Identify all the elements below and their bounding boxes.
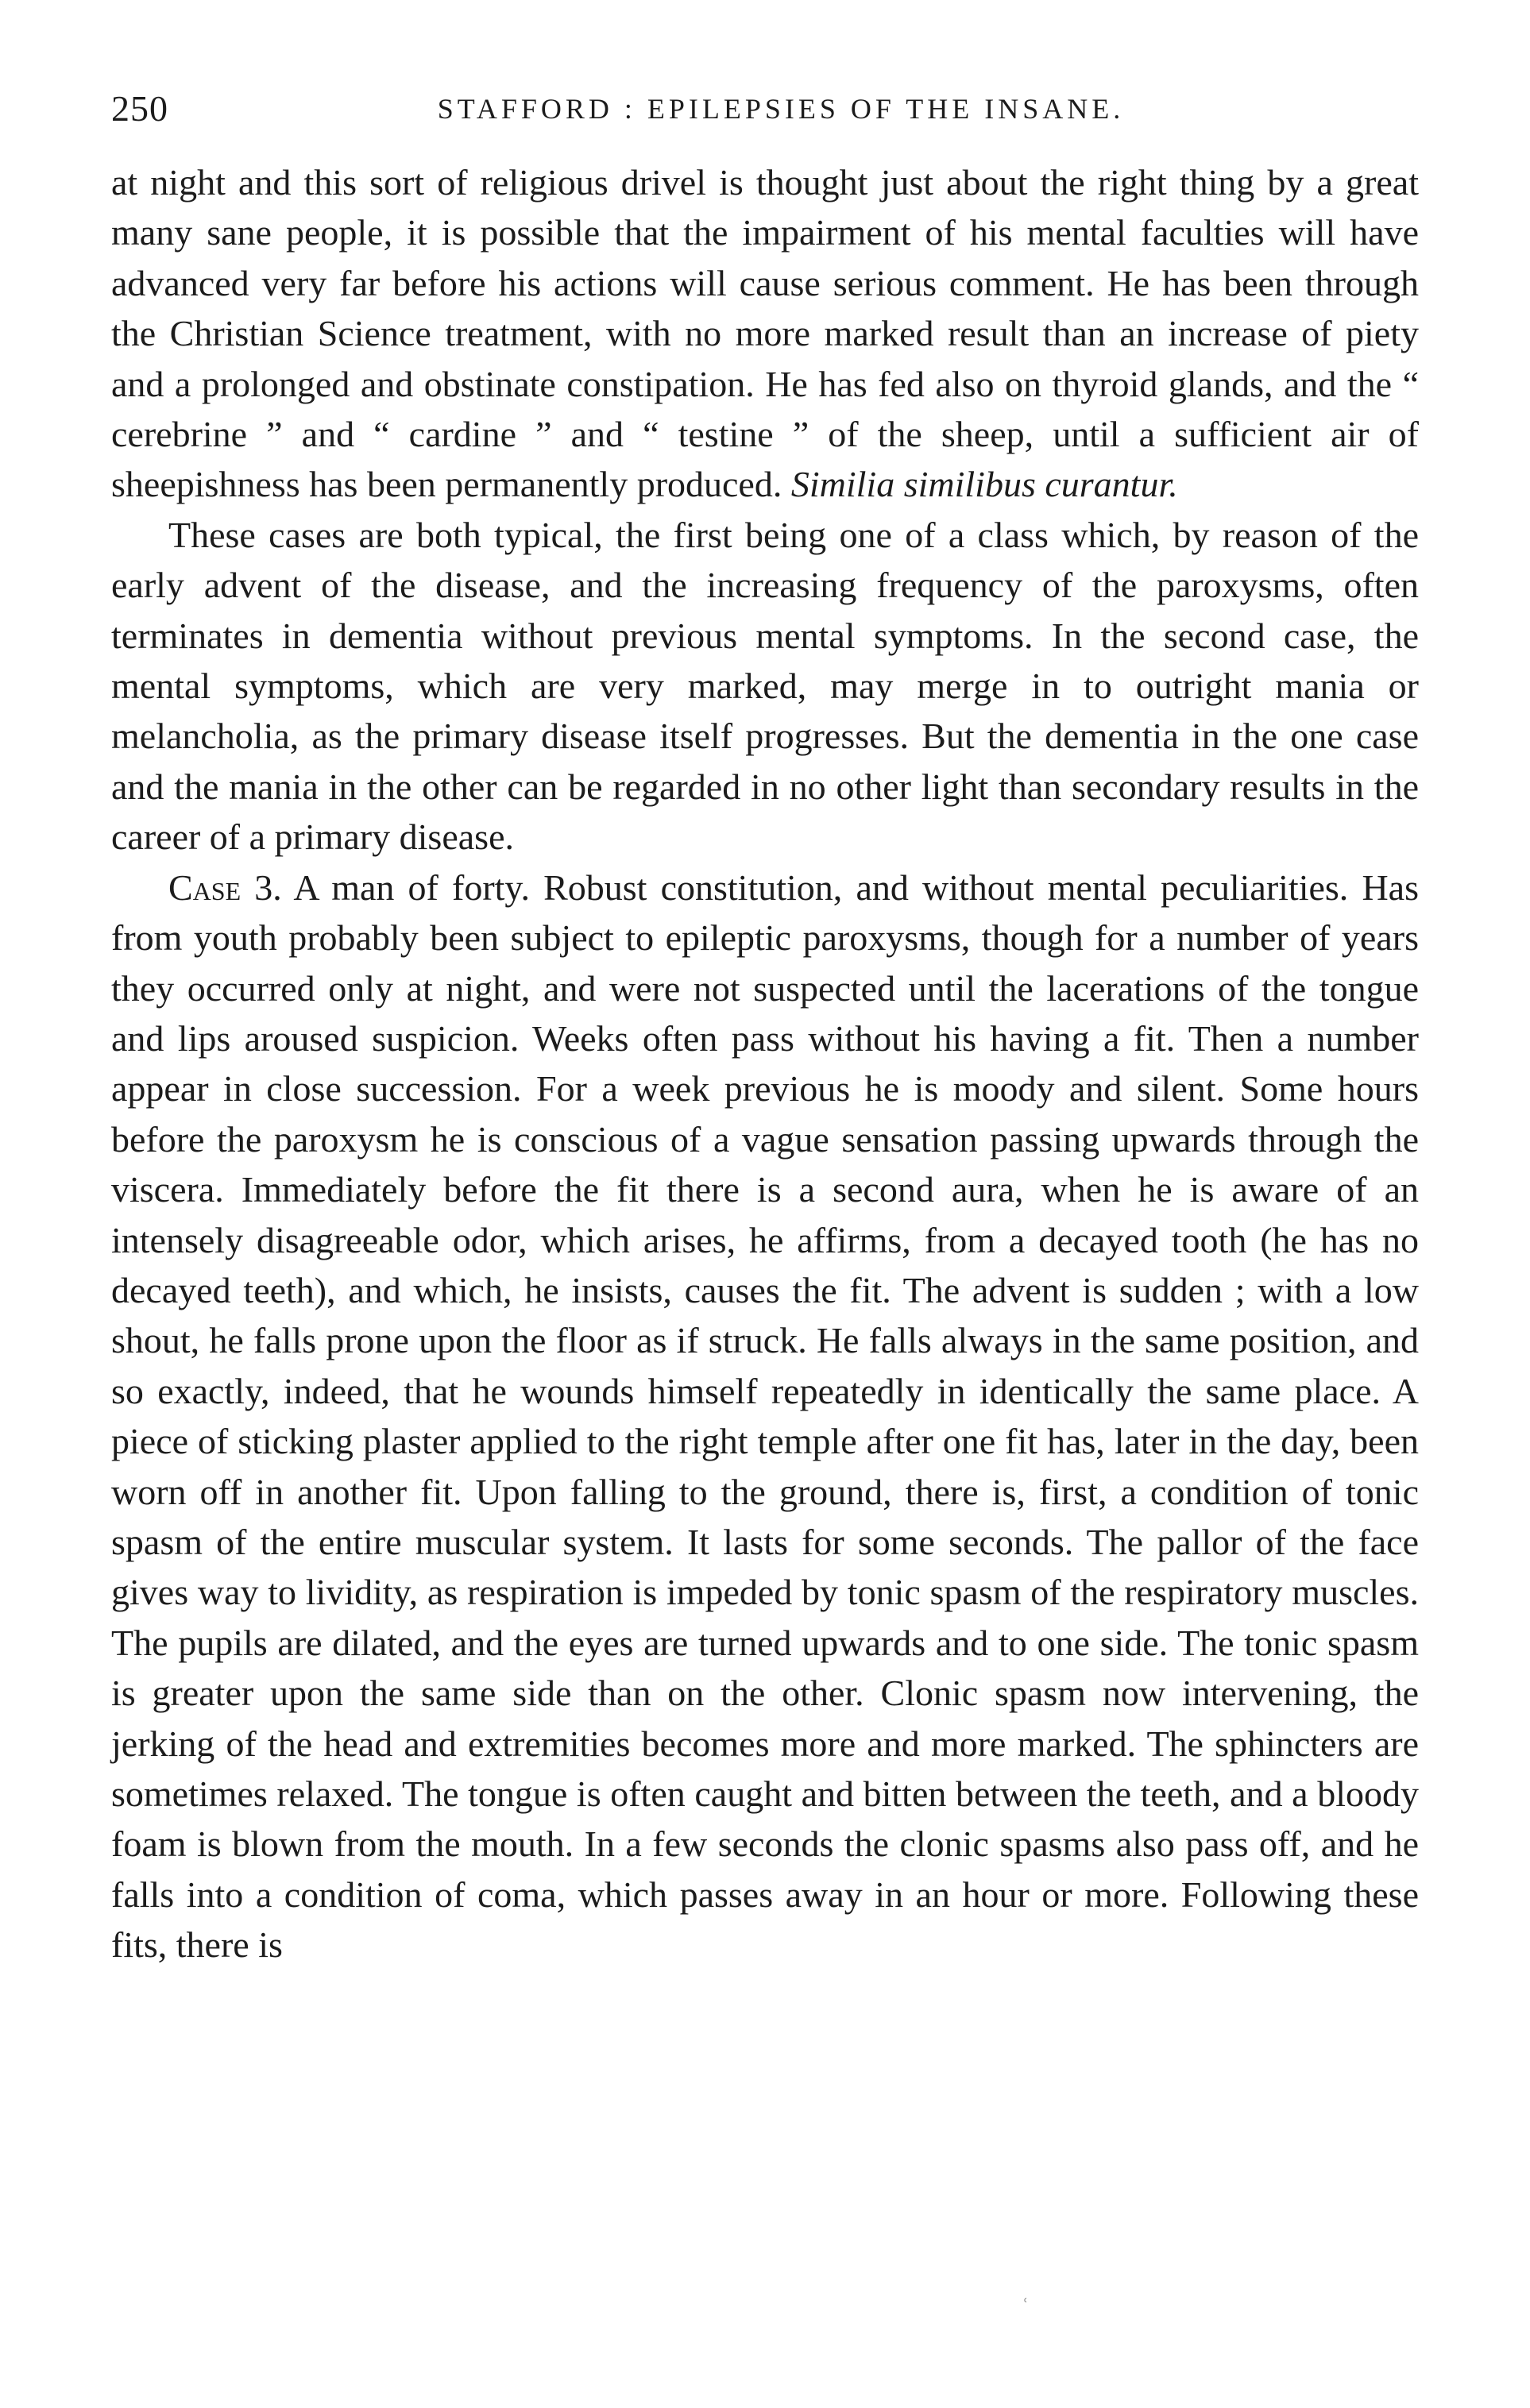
bottom-mark: ʿ [1022, 2295, 1030, 2320]
latin-phrase: Similia similibus curantur. [790, 464, 1178, 505]
paragraph-1-text: at night and this sort of religious drivel is thought just about the right thing by a great many sane people, it is possible that the impairment of his mental faculties will have advanced very far before his actions will cause serious comment. He has been through the Christian Science treatment, with no more marked result than an increase of piety and a prolonged and obstinate constipation. He has fed also on thyroid glands, and the “ cerebrine ” and “ cardine ” and “ testine ” of the sheep, until a sufficient air of sheepishness has been permanently produced. [111, 162, 1419, 505]
running-title: STAFFORD : EPILEPSIES OF THE INSANE. [437, 93, 1125, 125]
body-text [111, 157, 1419, 1970]
case-label: Case 3. [168, 866, 282, 908]
page-number: 250 [111, 88, 168, 129]
page [111, 87, 1419, 1970]
paragraph-1 [111, 157, 1419, 510]
paragraph-2: These cases are both typical, the first being one of a class which, by reason of the early advent of the disease, and the increasing frequency of the paroxysms, often terminates in dementia without previous mental symptoms. In the second case, the mental symptoms, which are very marked, may merge in to outright mania or melancholia, as the primary disease itself progresses. But the dementia in the one case and the mania in the other can be regarded in no other light than secondary results in the career of a primary disease. [111, 514, 1419, 858]
paragraph-3 [111, 862, 1419, 1970]
running-head [111, 87, 1419, 135]
paragraph-3-text: A man of forty. Robust constitution, and without mental peculiarities. Has from youth probably been subject to epileptic paroxysms, though for a number of years they occurred only at night, and were not suspected until the lacerations of the tongue and lips aroused suspicion. Weeks often pass without his having a fit. Then a number appear in close succession. For a week previous he is moody and silent. Some hours before the paroxysm he is conscious of a vague sensation passing upwards through the viscera. Immediately before the fit there is a second aura, when he is aware of an intensely disagreeable odor, which arises, he affirms, from a decayed tooth (he has no decayed teeth), and which, he insists, causes the fit. The advent is sudden ; with a low shout, he falls prone upon the floor as if struck. He falls always in the same position, and so exactly, indeed, that he wounds himself repeatedly in identically the same place. A piece of sticking plaster applied to the right temple after one fit has, later in the day, been worn off in another fit. Upon falling to the ground, there is, first, a condition of tonic spasm of the entire muscular system. It lasts for some seconds. The pallor of the face gives way to lividity, as respiration is impeded by tonic spasm of the respiratory muscles. The pupils are dilated, and the eyes are turned upwards and to one side. The tonic spasm is greater upon the same side than on the other. Clonic spasm now intervening, the jerking of the head and extremities becomes more and more marked. The sphincters are sometimes relaxed. The tongue is often caught and bitten between the teeth, and a bloody foam is blown from the mouth. In a few seconds the clonic spasms also pass off, and he falls into a condition of coma, which passes away in an hour or more. Following these fits, there is [111, 866, 1419, 1966]
